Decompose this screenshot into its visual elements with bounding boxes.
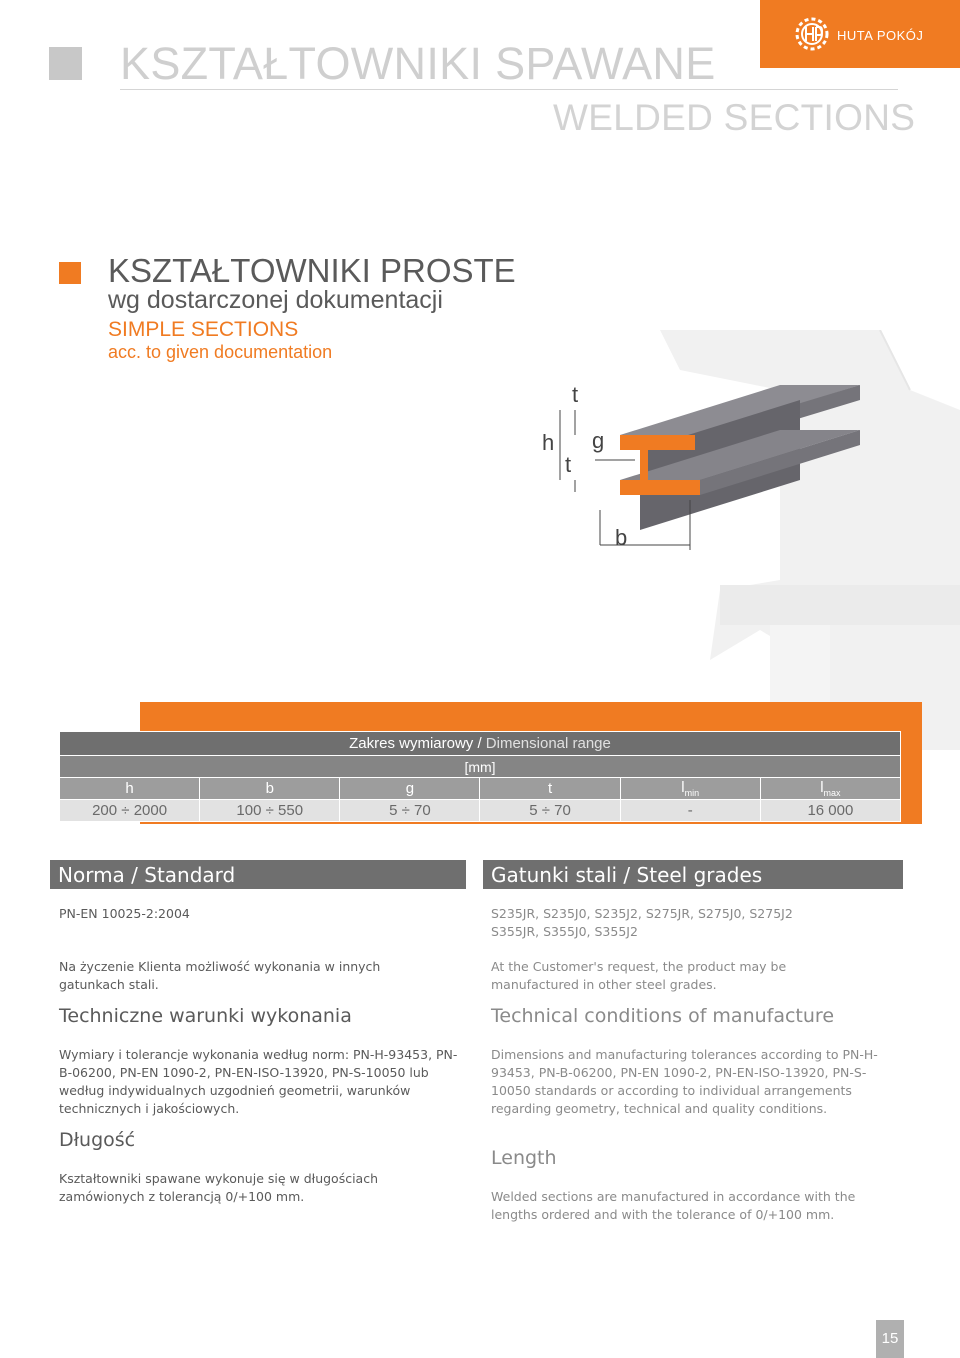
tech-text-en: Dimensions and manufacturing tolerances according to PN-H-93453, PN-B-06200, PN-EN 1090-2, PN-EN-ISO-13920, PN-S-10050 standards or according to individual arrangements regarding geometry, technical and quality conditions. [491, 1047, 878, 1116]
logo-gear-icon [792, 14, 832, 54]
section-title-en: SIMPLE SECTIONS [108, 318, 299, 341]
grades-line-2: S355JR, S355J0, S355J2 [491, 924, 638, 939]
section-title: KSZTAŁTOWNIKI PROSTE [108, 252, 516, 289]
diagram-label-b: b [615, 525, 628, 550]
tech-text-pl: Wymiary i tolerancje wykonania według norm: PN-H-93453, PN-B-06200, PN-EN 1090-2, PN-EN-ISO-13920, PN-S-10050 lub według indywidualnych uzgodnień geometrii, warunków technicznych i jakościowych. [59, 1047, 458, 1116]
header-lmax-sub: max [823, 788, 841, 798]
diagram-label-h: h [542, 430, 555, 455]
section-subtitle-en: acc. to given documentation [108, 342, 333, 362]
header-lmin-sub: min [684, 788, 700, 798]
header-lmin [620, 778, 760, 800]
diagram-label-t: t [572, 382, 579, 407]
value-g: 5 ÷ 70 [340, 800, 480, 822]
diagram-label-g: g [592, 428, 605, 453]
grades-line-1: S235JR, S235J0, S235J2, S275JR, S275J0, S275J2 [491, 906, 793, 921]
value-h: 200 ÷ 2000 [60, 800, 200, 822]
diagram-label-t2: t [565, 452, 572, 477]
header-b: b [200, 778, 340, 800]
value-lmin: - [620, 800, 760, 822]
value-b: 100 ÷ 550 [200, 800, 340, 822]
length-text-pl: Kształtowniki spawane wykonuje się w długościach zamówionych z tolerancją 0/+100 mm. [59, 1171, 379, 1204]
dimensional-range-table [59, 731, 901, 822]
grades-note-pl: Na życzenie Klienta możliwość wykonania w innych gatunkach stali. [59, 959, 381, 992]
length-heading-pl: Długość [59, 1129, 136, 1151]
header-g: g [340, 778, 480, 800]
table-unit: [mm] [60, 756, 901, 778]
page-title-en: WELDED SECTIONS [553, 97, 916, 138]
header-lmax-letter: l [820, 779, 824, 796]
header-lmin-letter: l [681, 779, 685, 796]
page-number: 15 [876, 1320, 904, 1358]
table-title-pl: Zakres wymiarowy / [349, 735, 486, 752]
header-h: h [60, 778, 200, 800]
grades-note-en: At the Customer's request, the product may be manufactured in other steel grades. [491, 959, 787, 992]
header-t: t [480, 778, 620, 800]
standard-band: Norma / Standard [50, 860, 466, 889]
i-beam-diagram [540, 380, 870, 560]
table-title-en: Dimensional range [485, 735, 611, 752]
length-text-en: Welded sections are manufactured in accordance with the lengths ordered and with the tolerance of 0/+100 mm. [491, 1189, 856, 1222]
standard-text: PN-EN 10025-2:2004 [59, 906, 190, 921]
value-t: 5 ÷ 70 [480, 800, 620, 822]
value-lmax: 16 000 [760, 800, 900, 822]
tech-heading-en: Technical conditions of manufacture [491, 1005, 835, 1027]
header-lmax [760, 778, 900, 800]
length-heading-en: Length [491, 1147, 557, 1169]
section-subtitle: wg dostarczonej dokumentacji [108, 286, 443, 314]
title-rule [120, 89, 898, 90]
table-title [60, 732, 901, 756]
section-square [59, 262, 81, 284]
logo-text: HUTA POKÓJ [837, 28, 924, 43]
grades-band: Gatunki stali / Steel grades [483, 860, 903, 889]
tech-heading-pl: Techniczne warunki wykonania [59, 1005, 352, 1027]
page-title: KSZTAŁTOWNIKI SPAWANE [120, 38, 716, 89]
title-square [49, 47, 82, 80]
